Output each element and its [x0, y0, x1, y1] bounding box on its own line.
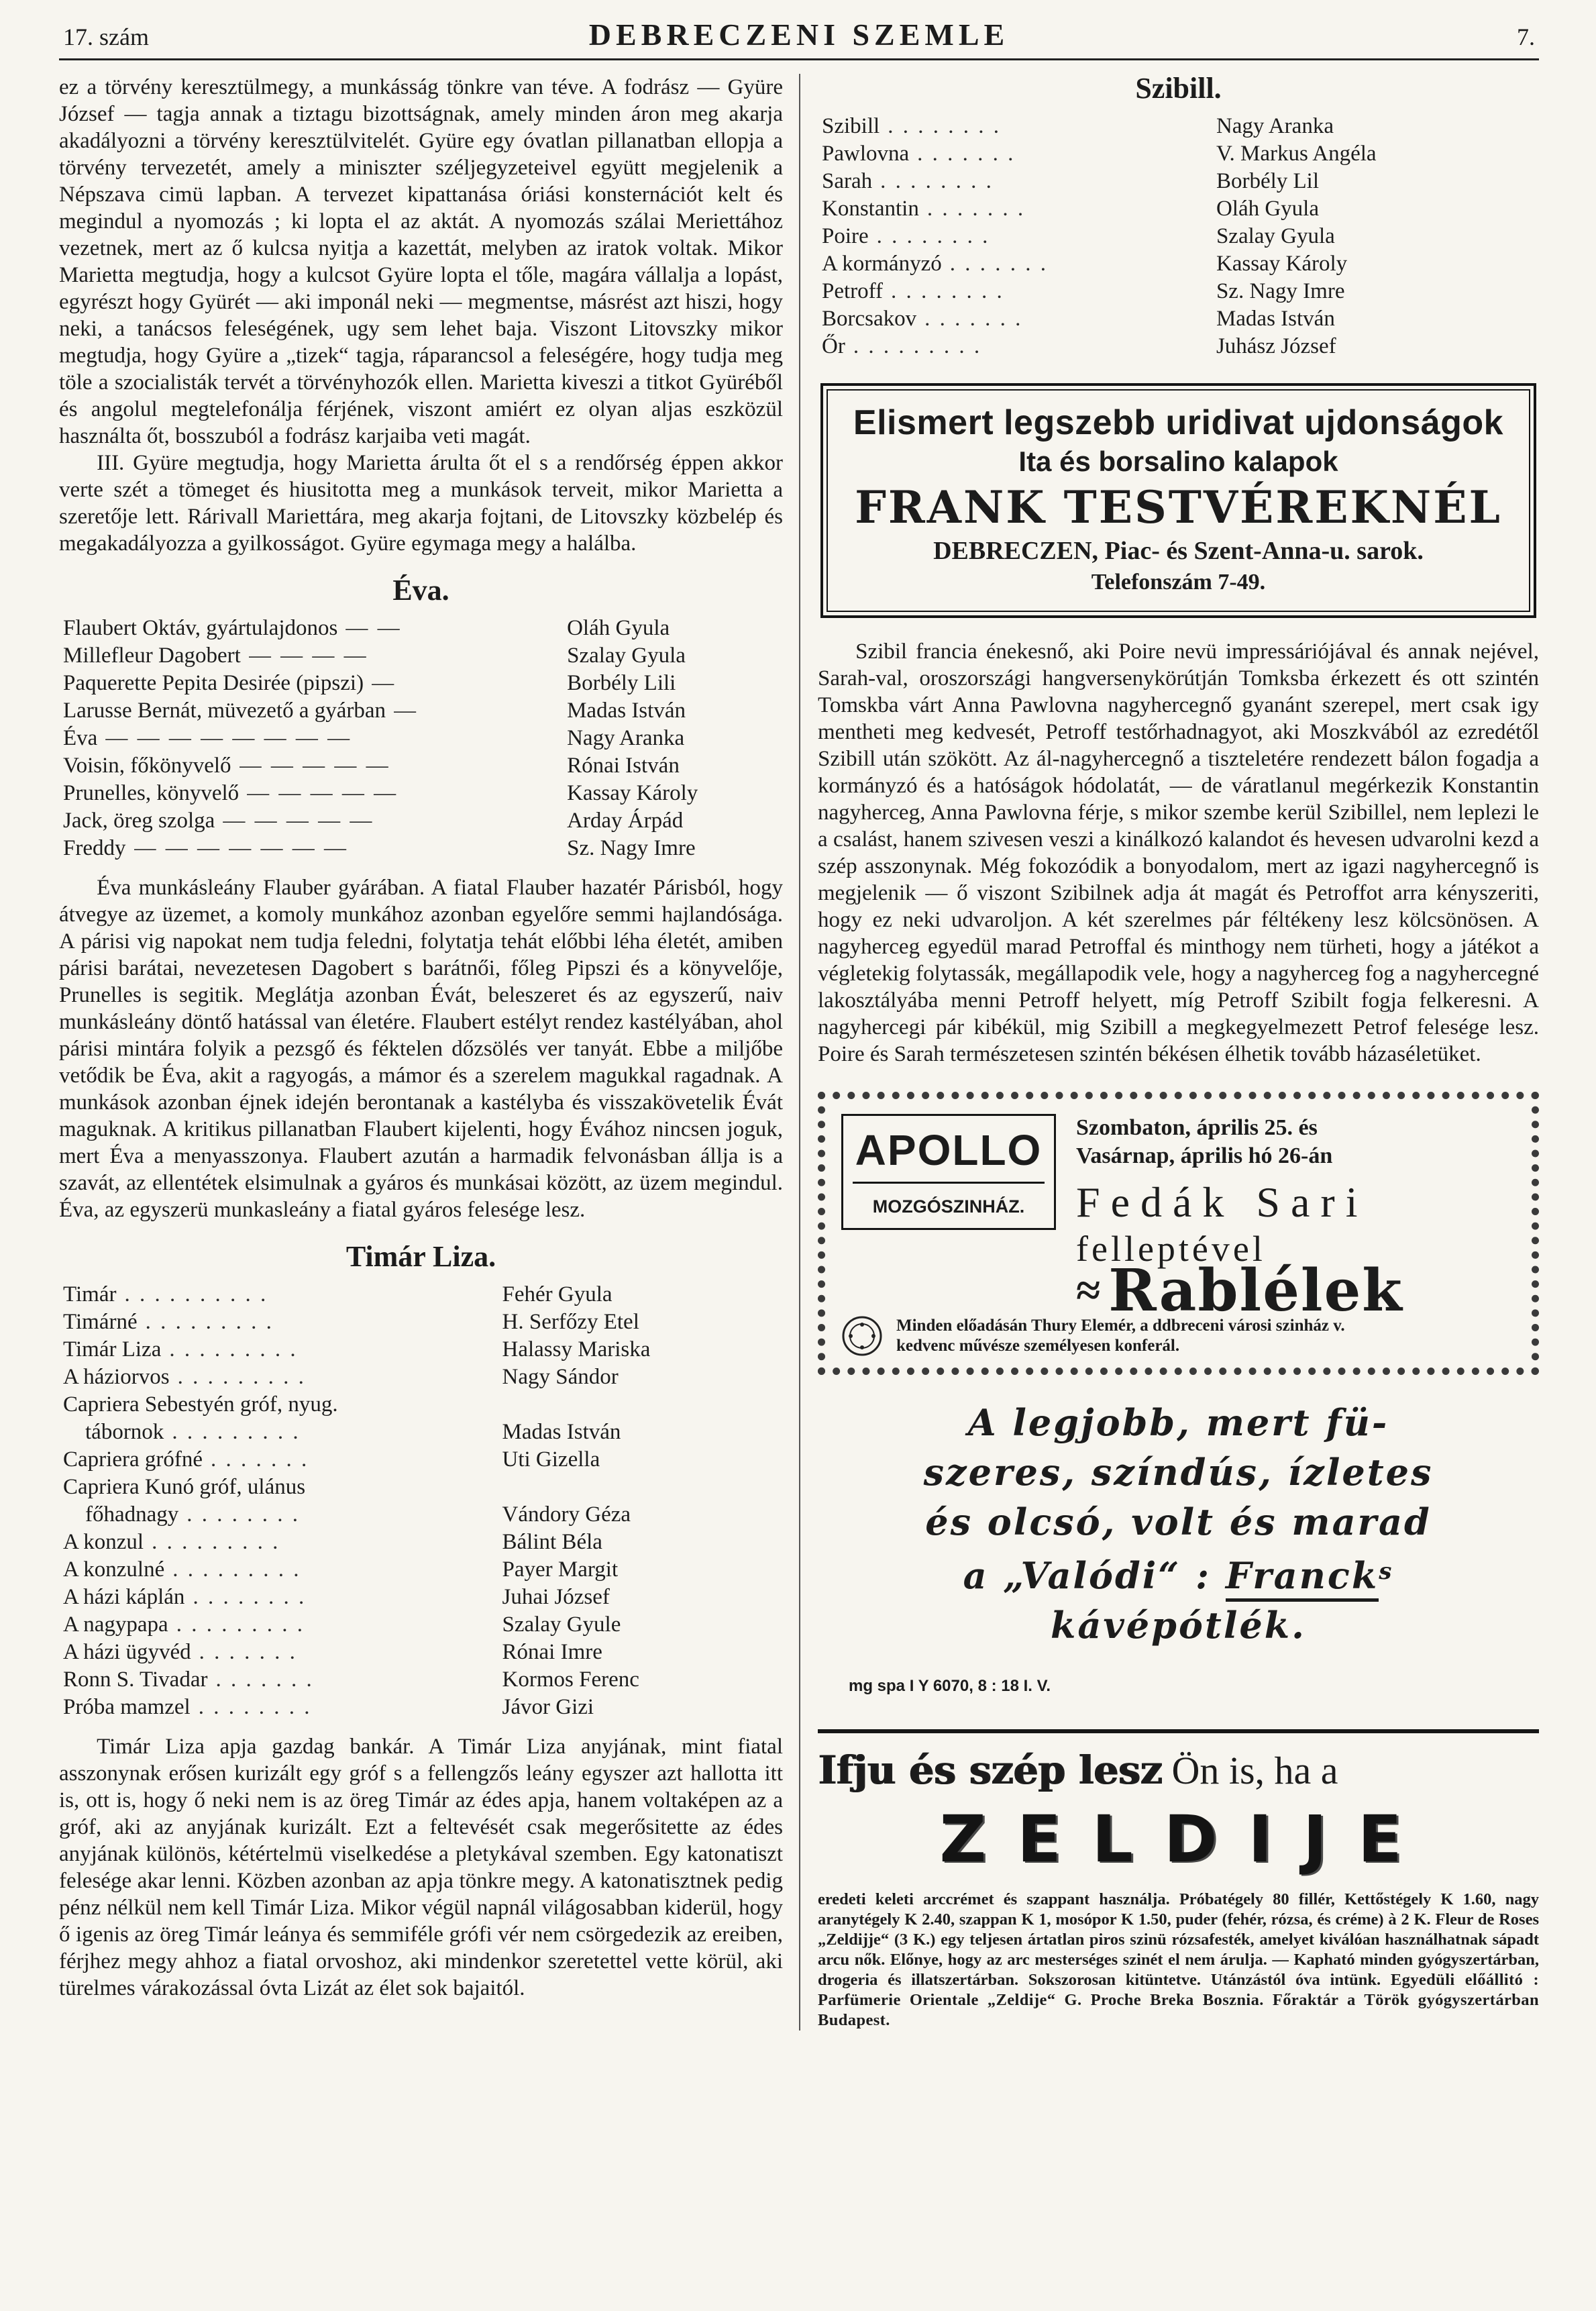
cast-role: A konzulné: [63, 1557, 165, 1582]
cast-role-cell: [63, 642, 567, 670]
cast-role-cell: [63, 1529, 502, 1556]
apollo-emblem-icon: [841, 1315, 883, 1357]
cast-row: [63, 615, 783, 642]
cast-actor: Nagy Aranka: [567, 726, 685, 750]
cast-actor: V. Markus Angéla: [1216, 142, 1377, 166]
cast-actor: Jávor Gizi: [502, 1695, 594, 1719]
cast-actor: Sz. Nagy Imre: [1216, 279, 1345, 303]
cast-actor: Vándory Géza: [502, 1502, 631, 1527]
cast-role-cell: [63, 1584, 502, 1611]
cast-row: [63, 1584, 783, 1611]
cast-leader: — — — — — — —: [134, 836, 348, 860]
cast-row: [63, 1308, 783, 1336]
cast-row: [63, 752, 783, 780]
cast-leader: . . . . . . . . .: [172, 1420, 301, 1444]
section-heading-timar-liza: Timár Liza.: [345, 1240, 496, 1273]
cast-leader: . . . . . . . .: [187, 1502, 301, 1527]
cast-role: A kormányzó: [822, 252, 942, 276]
cast-role: A nagypapa: [63, 1612, 168, 1637]
page-title: DEBRECZENI SZEMLE: [588, 17, 1010, 52]
franck-brand: Franck: [1226, 1554, 1379, 1602]
cast-role-cell: [63, 807, 567, 835]
cast-role-cell: [63, 1611, 502, 1639]
zeldije-headline-rest: Ön is, ha a: [1161, 1749, 1338, 1792]
frank-ad-subline: Ita és borsalino kalapok: [1018, 446, 1338, 477]
cast-row: [822, 140, 1539, 168]
cast-actor: Fehér Gyula: [502, 1282, 613, 1306]
zeldije-footer-copy: Egyedüli előállitó : Parfümerie Orientale „Zeldije“ G. Proche Breka Bosznia. Főraktár a Török gyógyszertárban Budapest.: [818, 1971, 1539, 2029]
cast-row: [63, 1611, 783, 1639]
szibill-cast-list: [818, 113, 1539, 360]
cast-leader: . . . . . . . . .: [169, 1337, 298, 1362]
franck-coffee-ad: [826, 1398, 1531, 1700]
ad-code-smallprint: mg spa I Y 6070, 8 : 18 I. V.: [849, 1677, 1051, 1695]
tilde-ornament: ≈: [1076, 1266, 1101, 1315]
cast-role-cell: [822, 168, 1216, 195]
cast-leader: [313, 1474, 494, 1501]
cast-row: [822, 333, 1539, 360]
cast-role-cell: [63, 1281, 502, 1308]
cast-actor: Rónai Imre: [502, 1640, 602, 1664]
apollo-note-row: [841, 1315, 1515, 1357]
cast-actor: Kassay Károly: [1216, 252, 1348, 276]
cast-leader: — — — — —: [239, 754, 390, 778]
frank-ad-address: DEBRECZEN, Piac- és Szent-Anna-u. sarok.: [933, 537, 1424, 565]
cast-actor: Nagy Aranka: [1216, 114, 1334, 138]
cast-row: [822, 278, 1539, 305]
cast-actor: Szalay Gyule: [502, 1612, 621, 1637]
cast-leader: . . . . . . .: [949, 252, 1048, 276]
frank-ad-inner-border: [827, 389, 1530, 612]
cast-row: [63, 1474, 783, 1501]
cast-role: Őr: [822, 334, 845, 358]
cast-leader: . . . . . . .: [210, 1447, 309, 1472]
cast-row: [822, 113, 1539, 140]
cast-actor: Szalay Gyula: [567, 644, 686, 668]
cast-leader: [346, 1391, 494, 1419]
eva-cast-list: [59, 615, 783, 862]
cast-role-cell: [63, 1666, 502, 1694]
frank-ad-brand: FRANK TESTVÉREKNÉL: [855, 481, 1502, 533]
cast-row: [63, 1446, 783, 1474]
zeldije-headline: [818, 1748, 1539, 1793]
timar-cast-list: [59, 1281, 783, 1721]
apollo-cinema-subtitle: MOZGÓSZINHÁZ.: [872, 1196, 1025, 1217]
franck-ad-line: kávépótlék.: [1051, 1604, 1306, 1647]
cast-actor: Arday Árpád: [567, 809, 684, 833]
apollo-ad-layout: [841, 1114, 1515, 1325]
cast-role: Poire: [822, 224, 869, 248]
cast-role-cell: [63, 1694, 502, 1721]
cast-actor: Sz. Nagy Imre: [567, 836, 696, 860]
cast-role-cell: [63, 670, 567, 697]
cast-role-cell: [63, 1308, 502, 1336]
zeldije-brand-logotype: ZELDIJE: [939, 1802, 1433, 1877]
cast-row: [822, 168, 1539, 195]
article-paragraph: III. Gyüre megtudja, hogy Marietta árulta őt el s a rendőrség éppen akkor verte szét a tömeget és hiusitotta meg a munkások terveit, mikor Marietta a szeretője lett. Rárivall Mariettára, meg akarja fojtani, de Litovszky közbelép és megakadályozza a gyilkosságot. Gyüre egymaga megy a halálba.: [59, 451, 783, 556]
cast-role-cell: [822, 333, 1216, 360]
cast-role: Millefleur Dagobert: [63, 644, 241, 668]
cast-leader: . . . . . . .: [215, 1667, 314, 1692]
content-columns: [59, 74, 1539, 2031]
cast-row: [63, 1556, 783, 1584]
cast-role-cell: [63, 1336, 502, 1364]
cast-actor: Kormos Ferenc: [502, 1667, 639, 1692]
apollo-logo-box: [841, 1114, 1056, 1230]
franck-ad-line: szeres, színdús, ízletes: [923, 1451, 1434, 1494]
cast-role: A háziorvos: [63, 1365, 170, 1389]
cast-leader: . . . . . . . . .: [152, 1530, 280, 1554]
cast-actor: Kassay Károly: [567, 781, 698, 805]
cast-role-cell: [63, 1391, 502, 1419]
apollo-date-line: Szombaton, április 25. és: [1076, 1115, 1318, 1140]
cast-leader: . . . . . . . .: [880, 169, 994, 193]
cast-actor: Payer Margit: [502, 1557, 619, 1582]
apollo-logo-divider: [853, 1182, 1045, 1184]
cast-leader: . . . . . . . .: [198, 1695, 312, 1719]
cast-role-cell: [822, 140, 1216, 168]
issue-number: 17. szám: [63, 23, 149, 50]
cast-actor: Halassy Mariska: [502, 1337, 651, 1362]
cast-role-cell: [822, 195, 1216, 223]
cast-leader: . . . . . . . . .: [172, 1557, 301, 1582]
cast-actor: Oláh Gyula: [567, 616, 670, 640]
cast-role: Paquerette Pepita Desirée (pipszi): [63, 671, 364, 695]
cast-role: főhadnagy: [63, 1502, 179, 1527]
cast-role: Freddy: [63, 836, 126, 860]
page-number: 7.: [1517, 23, 1535, 50]
cast-leader: — — — —: [248, 644, 368, 668]
zeldije-body-copy: eredeti keleti arccrémet és szappant használja. Próbatégely 80 fillér, Kettőstégely K 1.60, nagy aranytégely K 2.40, szappan K 1, mosópor K 1.50, puder (fehér, rózsa, és créme) à 2 K. Fleur de Roses „Zeldijje“ (3 K.) egy teljesen ártatlan piros szinü rózsafesték, amelyet kiválóan használhatnak sápadt arcu nők. Előnye, hogy az arc mesterséges szinét el nem árulja. — Kapható minden gyógyszertárban, drogeria és illatszertárban. Sokszorosan kitüntetve. Utánzástól óva intünk.: [818, 1890, 1539, 1989]
cast-role: Pawlovna: [822, 142, 910, 166]
cast-row: [63, 1281, 783, 1308]
cast-role-cell: [822, 113, 1216, 140]
cast-role: Sarah: [822, 169, 873, 193]
cast-role: A házi ügyvéd: [63, 1640, 191, 1664]
article-paragraph-continuation: ez a törvény keresztülmegy, a munkásság tönkre van téve. A fodrász — Gyüre József — tagja annak a tiztagu bizottságnak, amely minden áron meg akarja akadályozni a törvény keresztülvitelét. Gyüre egy óvatlan pillanatban ellopja a törvény tervezetét, amely a miniszter széljegyzeteivel együtt megjelenik a Népszava cimü lapban. A tervezet kipattanása óriási konsternációt kelt és megindul a nyomozás ; ki lopta el az aktát. A nyomozás szálai Meriettához vezetnek, mert az ő kulcsa nyitja a kazettát, melyben az iratok voltak. Mikor Marietta megtudja, hogy a kulcsot Gyüre lopta el tőle, magára vállalja a lopást, egyrészt hogy Gyürét — aki imponál neki — megmentse, másrést azt hiszi, hogy neki, a tanácsos feleségének, ugy sem lehet baja. Viszont Litovszky mikor megtudja, hogy Gyüre a „tizek“ tagja, ráparancsol a feleségére, hogy tudja meg töle a szocialisták tervét a törvényhozók ellen. Marietta kiveszi a titkot Gyüréből és angolul megtelefonálja férjének, viszont amiért ez olyan aljas eszközül használta őt, bosszuból a fodrász karjaiba veti magát.: [59, 75, 783, 448]
apollo-show-title: Rablélek: [1108, 1257, 1403, 1325]
cast-leader: . . . . . . . . .: [177, 1365, 306, 1389]
apollo-ad-text: [1056, 1114, 1515, 1325]
cast-leader: . . . . . . .: [917, 142, 1016, 166]
zeldije-body-text: [818, 1890, 1539, 2031]
cast-role-cell: [822, 250, 1216, 278]
cast-row: [822, 250, 1539, 278]
cast-role: Konstantin: [822, 197, 919, 221]
apollo-star-sub: felleptével: [1076, 1229, 1266, 1269]
cast-row: [63, 835, 783, 862]
frank-ad-headline: Elismert legszebb uridivat ujdonságok: [853, 403, 1504, 442]
cast-leader: . . . . . . .: [926, 197, 1026, 221]
cast-leader: . . . . . . . . . .: [124, 1282, 268, 1306]
cast-role: Capriera grófné: [63, 1447, 203, 1472]
cast-role-cell: [63, 1364, 502, 1391]
zeldije-headline-strong: Ifju és szép lesz: [818, 1747, 1162, 1793]
cast-role: Timárné: [63, 1310, 138, 1334]
cast-row: [63, 780, 783, 807]
szibill-synopsis: Szibil francia énekesnő, aki Poire nevü impressáriójával és annak nejével, Sarah-val, oroszországi hangversenykörútján Tomksba érkezett és ott szintén Tomskba várt Anna Pawlovna nagyhercegnő gyanánt szerepel, mert csak igy mentheti meg kedvesét, Petroff testőrhadnagyot, aki Moszkvából az ezredétől Szibill után szökött. Az ál-nagyhercegnő a tiszteletére rendezett bálon fogadja a kormányzó és a hatóságok hódolatát, — de váratlanul megérkezik Konstantin nagyherceg, Anna Pawlovna férje, s mikor szembe kerül Szibillel, nem leplezi le a csalást, hanem szivesen veszi a kinálkozó kalandot és hevesen udvarolni kezd a szép asszonynak. Még fokozódik a bonyodalom, mert az igazi nagyhercegnő is megjelenik — ő viszont Szibilnek adja át magát és Petroffot arra kényszeriti, hogy ez neki udvaroljon. A két szerelmes pár féltékeny lesz kölcsönösen. A nagyherceg egyedül marad Petroffal és minthogy nem türheti, hogy a játékot a végletekig folytassák, megállapodik vele, hogy a nagyherceg fog a nagyhercegné lakosztályába menni Petroff helyett, míg Petroff Szibilt fogja felkeresni. A nagyhercegi pár kibékül, mig Szibill a megkegyelmezett Petrof felesége lesz. Poire és Sarah természetesen szintén békésen élhetik tovább házaséletüket.: [818, 639, 1539, 1066]
cast-leader: — — — — — — — —: [105, 726, 352, 750]
cast-role-cell: [63, 835, 567, 862]
apollo-cinema-ad: [818, 1092, 1539, 1375]
cast-role-cell: [822, 278, 1216, 305]
timar-liza-synopsis: Timár Liza apja gazdag bankár. A Timár Liza anyjának, mint fiatal asszonynak erősen kurizált egy gróf s a fellengzős leány egyszer azt hallotta itt is, ott is, hogy ő neki nem is az öreg Timár az édes apja, hanem voltaképen az a gróf, aki az anyjának kurizált. Ezt a feltevését csak megerősitette az édes anyjának különös, kétértelmü viselkedése a pletykával szemben. Egy katonatiszt felesége akar lenni. Közben azonban az apja tönkre megy. A katonatisztnek pedig pénz nélkül nem kell Timár Liza. Mikor végül napnál világosabban kiderül, hogy ő igenis az öreg Timár leánya és semmiféle grófi vér nem csörgedezik az ereiben, férjhez megy ahhoz a fiatal orvoshoz, aki mindenkor szeretettel vette körül, aki türelmes várakozással óvta Lizát az élet sok bajaitól.: [59, 1735, 783, 2000]
cast-row: [822, 223, 1539, 250]
cast-actor: Oláh Gyula: [1216, 197, 1319, 221]
franck-ad-brand-line: [826, 1547, 1531, 1600]
franck-brand-mark: s: [1379, 1558, 1394, 1585]
cast-role-cell: [822, 223, 1216, 250]
cast-actor: Juhai József: [502, 1585, 610, 1609]
cast-role: Jack, öreg szolga: [63, 809, 215, 833]
franck-ad-line: A legjobb, mert fü-: [967, 1401, 1389, 1444]
cast-row: [63, 807, 783, 835]
cast-actor: Rónai István: [567, 754, 680, 778]
apollo-note-text: Minden előadásán Thury Elemér, a ddbreceni városi szinház v. kedvenc művésze személyesen konferál.: [896, 1317, 1345, 1355]
cast-row: [63, 725, 783, 752]
cast-row: [63, 1501, 783, 1529]
cast-role: Voisin, főkönyvelő: [63, 754, 231, 778]
cast-leader: . . . . . . . . .: [145, 1310, 274, 1334]
cast-leader: . . . . . . . . .: [853, 334, 982, 358]
cast-role-cell: [63, 780, 567, 807]
cast-row: [63, 697, 783, 725]
cast-role: Capriera Kunó gróf, ulánus: [63, 1475, 306, 1499]
cast-actor: Uti Gizella: [502, 1447, 600, 1472]
cast-role-cell: [63, 1501, 502, 1529]
cast-actor: Madas István: [502, 1420, 621, 1444]
cast-role: Petroff: [822, 279, 884, 303]
cast-actor: Szalay Gyula: [1216, 224, 1335, 248]
cast-role: Éva: [63, 726, 98, 750]
cast-row: [63, 670, 783, 697]
cast-leader: — —: [345, 616, 402, 640]
cast-leader: . . . . . . . .: [891, 279, 1004, 303]
cast-role-cell: [822, 305, 1216, 333]
eva-synopsis: Éva munkásleány Flauber gyárában. A fiatal Flauber hazatér Párisból, hogy átvegye az üzemet, a komoly munkához azonban egyelőre semmi hajlandósága. A párisi vig napokat nem tudja feledni, folytatja tehát előbbi léha életét, amiben párisi barátai, nevezetesen Dagobert s barátnői, főleg Pipszi és a könyvelője, Prunelles is segitik. Meglátja azonban Évát, beleszeret és az egyszerű, naiv munkásleány döntő hatással van életére. Flaubert estélyt rendez kastélyában, ahol párisi mintára folyik a pezsgő és féktelen dőzsölés ver tanyát. Ebbe a miljőbe vetődik be Éva, akit a ragyogás, a mámor és a szerelem magukkal ragadnak. A munkások azonban éjnek idején berontanak a kastélyba és visszakövetelik Évát maguknak. A kritikus pillanatban Flaubert kijelenti, hogy Évához nincsen joguk, mert Éva a menyasszonya. Flaubert azután a harmadik felvonásban állja is a szavát, az ellentétek elsimulnak a gyáros és munkásai között, az üzem megindul. Éva, az egyszerü munkasleány a fiatal gyáros felesége lesz.: [59, 876, 783, 1222]
cast-row: [63, 1419, 783, 1446]
cast-role: A házi káplán: [63, 1585, 185, 1609]
cast-role: Flaubert Oktáv, gyártulajdonos: [63, 616, 338, 640]
cast-role-cell: [63, 1446, 502, 1474]
cast-row: [63, 1666, 783, 1694]
cast-role-cell: [63, 725, 567, 752]
cast-actor: Bálint Béla: [502, 1530, 602, 1554]
cast-role: Próba mamzel: [63, 1695, 191, 1719]
masthead: [59, 19, 1539, 60]
cast-actor: Borbély Lil: [1216, 169, 1319, 193]
cast-role-cell: [63, 1419, 502, 1446]
cast-leader: . . . . . . .: [199, 1640, 297, 1664]
cast-role: Szibill: [822, 114, 880, 138]
cast-leader: —: [372, 671, 396, 695]
section-heading-eva: Éva.: [392, 574, 449, 607]
apollo-star-name: Fedák Sari: [1076, 1178, 1369, 1226]
cast-role-cell: [63, 1556, 502, 1584]
frank-ad-phone: Telefonszám 7-49.: [1091, 570, 1266, 595]
cast-actor: Madas István: [567, 699, 686, 723]
cast-role: Prunelles, könyvelő: [63, 781, 240, 805]
cast-leader: . . . . . . . . .: [176, 1612, 305, 1637]
cast-role: Timár: [63, 1282, 117, 1306]
apollo-cinema-name: APOLLO: [855, 1126, 1043, 1174]
cast-row: [63, 1364, 783, 1391]
cast-role: Borcsakov: [822, 307, 917, 331]
cast-role-cell: [63, 752, 567, 780]
cast-actor: Juhász József: [1216, 334, 1336, 358]
cast-actor: Borbély Lili: [567, 671, 676, 695]
cast-role: Capriera Sebestyén gróf, nyug.: [63, 1392, 338, 1417]
section-heading-szibill: Szibill.: [1135, 72, 1222, 105]
cast-row: [63, 642, 783, 670]
cast-row: [822, 195, 1539, 223]
cast-role: Ronn S. Tivadar: [63, 1667, 208, 1692]
cast-row: [63, 1391, 783, 1419]
cast-actor: [502, 1391, 783, 1419]
cast-role-cell: [63, 615, 567, 642]
cast-role: Larusse Bernát, müvezető a gyárban: [63, 699, 386, 723]
cast-leader: . . . . . . . .: [876, 224, 990, 248]
cast-actor: Nagy Sándor: [502, 1365, 619, 1389]
cast-role: tábornok: [63, 1420, 164, 1444]
cast-row: [63, 1639, 783, 1666]
cast-leader: —: [394, 699, 419, 723]
cast-actor: [502, 1474, 783, 1501]
cast-role-cell: [63, 1639, 502, 1666]
cast-role: Timár Liza: [63, 1337, 162, 1362]
cast-role-cell: [63, 1474, 502, 1501]
franck-brand-prefix: a „Valódi“ :: [963, 1554, 1226, 1597]
apollo-date-line: Vasárnap, április hó 26-án: [1076, 1143, 1333, 1168]
cast-leader: — — — — —: [247, 781, 398, 805]
cast-actor: H. Serfőzy Etel: [502, 1310, 639, 1334]
franck-ad-line: és olcsó, volt és marad: [925, 1500, 1432, 1543]
cast-leader: . . . . . . . .: [888, 114, 1001, 138]
frank-hat-shop-ad: [820, 383, 1536, 618]
right-column: [799, 74, 1539, 2031]
cast-leader: . . . . . . .: [924, 307, 1023, 331]
cast-role: A konzul: [63, 1530, 144, 1554]
cast-row: [63, 1336, 783, 1364]
cast-row: [63, 1694, 783, 1721]
zeldije-cream-ad: [818, 1729, 1539, 2031]
cast-actor: Madas István: [1216, 307, 1335, 331]
cast-row: [822, 305, 1539, 333]
left-column: [59, 74, 799, 2031]
cast-role-cell: [63, 697, 567, 725]
cast-leader: — — — — —: [223, 809, 374, 833]
cast-row: [63, 1529, 783, 1556]
cast-leader: . . . . . . . .: [193, 1585, 307, 1609]
apollo-show-title-row: [1076, 1257, 1515, 1325]
